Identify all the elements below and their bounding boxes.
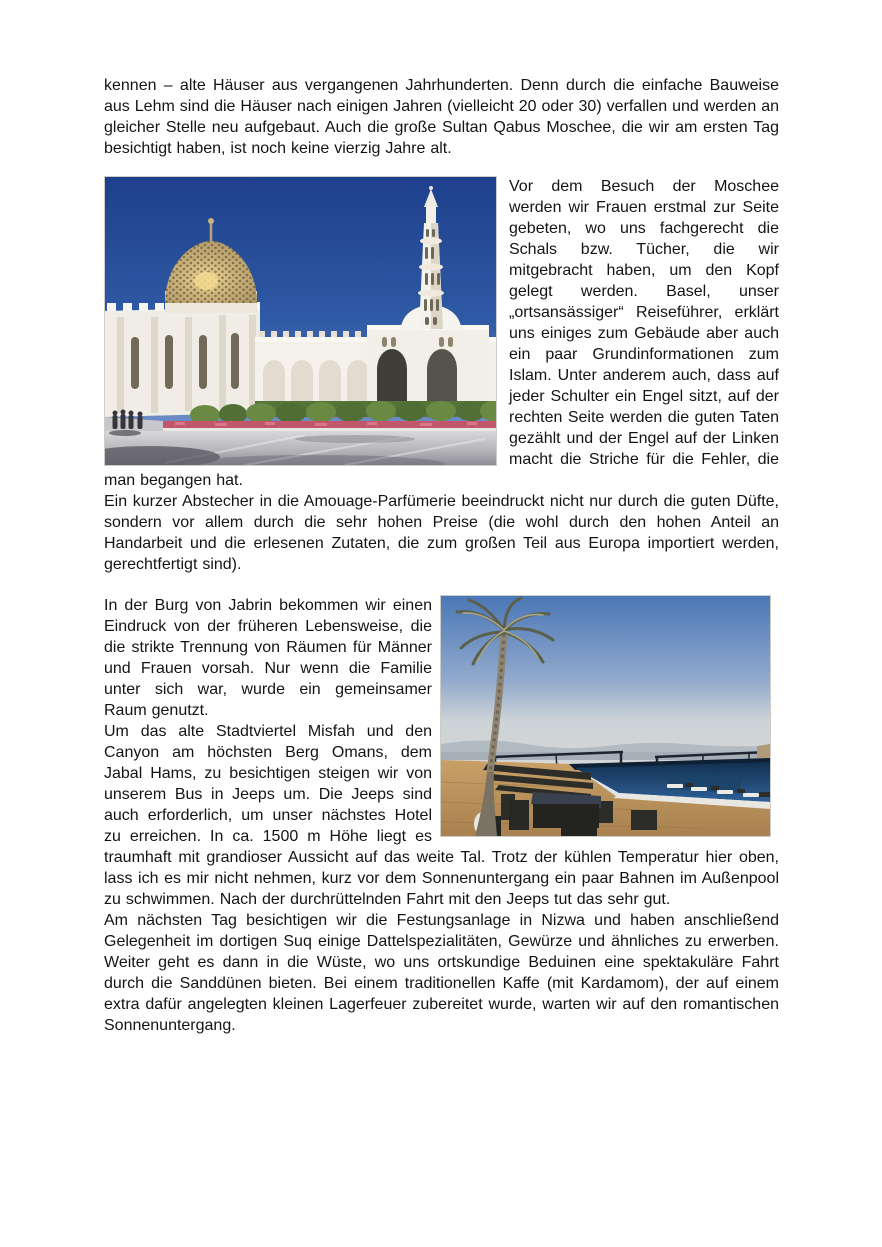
paragraph-jabrin: In der Burg von Jabrin bekommen wir einen Eindruck von der früheren Lebensweise, die die strikte Trennung von Räumen für Männer und Frauen vorsah. Nur wenn die Familie unter sich war, wurde ein gemeinsamer Raum genutzt. [104, 597, 432, 719]
section-pool [104, 595, 779, 910]
paragraph-mosque-visit: Vor dem Besuch der Moschee werden wir Frauen erstmal zur Seite gebeten, wo uns fachgerecht die Schals bzw. Tücher, die wir mitgebracht haben, um den Kopf gelegt werden. Basel, unser „ortsansässiger“ Reiseführer, erklärt uns einiges zum Gebäude aber auch ein paar Grundinformationen zum Islam. Unter anderem auch, dass auf jeder Schulter ein Engel sitzt, auf der rechten Seite werden die guten Taten gezählt und der Engel auf der Linken macht die Striche für die Fehler, die man begangen hat. [104, 178, 779, 489]
section-mosque [104, 176, 779, 491]
paragraph-nizwa-desert: Am nächsten Tag besichtigen wir die Festungsanlage in Nizwa und haben anschließend Gelegenheit im dortigen Suq einige Dattelspezialitäten, Gewürze und ähnliches zu erwerben. Weiter geht es dann in die Wüste, wo uns ortskundige Beduinen eine spektakuläre Fahrt durch die Sanddünen bieten. Bei einem traditionellen Kaffe (mit Kardamom), der auf einem extra dafür angelegten kleinen Lagerfeuer zubereitet wurde, warten wir auf den romantischen Sonnenuntergang. [104, 912, 779, 1034]
pool-photo [440, 595, 769, 835]
paragraph-intro: kennen – alte Häuser aus vergangenen Jahrhunderten. Denn durch die einfache Bauweise aus Lehm sind die Häuser nach einigen Jahren (vielleicht 20 oder 30) verfallen und werden an gleicher Stelle neu aufgebaut. Auch die große Sultan Qabus Moschee, die wir am ersten Tag besichtigt haben, ist noch keine vierzig Jahre alt. [104, 77, 779, 157]
paragraph-amouage: Ein kurzer Abstecher in die Amouage-Parfümerie beeindruckt nicht nur durch die guten Düfte, sondern vor allem durch die sehr hohen Preise (die wohl durch den hohen Anteil an Handarbeit und die erlesenen Zutaten, die zum großen Teil aus Europa importiert werden, gerechtfertigt sind). [104, 493, 779, 573]
paragraph-misfah-hotel: Um das alte Stadtviertel Misfah und den Canyon am höchsten Berg Omans, dem Jabal Hams, zu besichtigen steigen wir von unserem Bus in Jeeps um. Die Jeeps sind auch erforderlich, um unser nächstes Hotel zu erreichen. In ca. 1500 m Höhe liegt es traumhaft mit grandioser Aussicht auf das weite Tal. Trotz der kühlen Temperatur hier oben, lass ich es mir nicht nehmen, kurz vor dem Sonnenuntergang ein paar Bahnen im Außenpool zu schwimmen. Nach der durchrüttelnden Fahrt mit den Jeeps tut das sehr gut. [104, 723, 779, 908]
pool-photo-illustration [440, 595, 771, 837]
mosque-photo [104, 176, 495, 464]
mosque-photo-illustration [104, 176, 497, 466]
mosque-main-hall [105, 302, 260, 417]
